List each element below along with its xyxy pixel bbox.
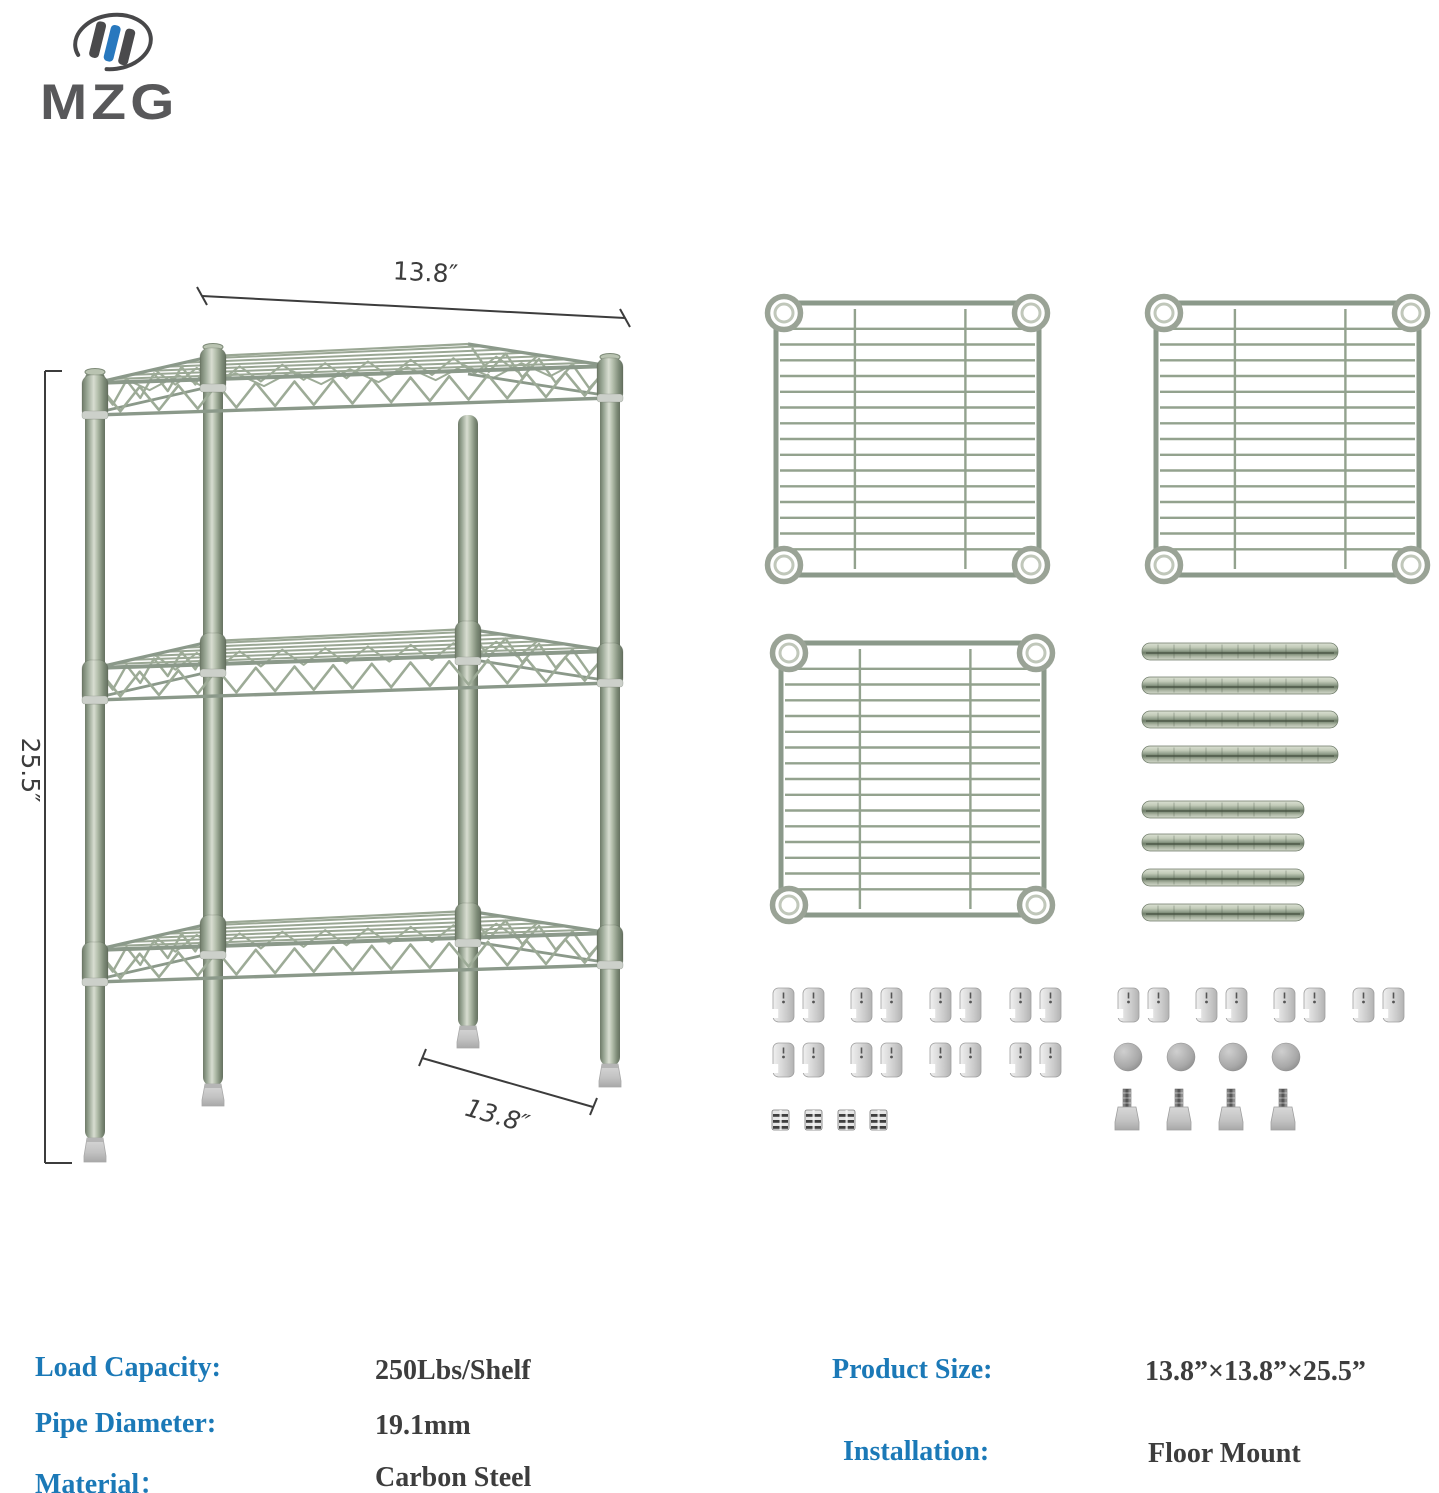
pole-segment <box>1142 834 1304 851</box>
height-dimension-label: 25.5″ <box>16 737 45 803</box>
top-caps <box>1114 1043 1300 1071</box>
spec-label: Installation: <box>843 1436 990 1467</box>
pole-segment <box>1142 801 1304 818</box>
spec-table <box>0 1330 1439 1493</box>
sleeve-clip <box>1195 988 1217 1022</box>
spec-row-product-size <box>832 1354 1366 1387</box>
spec-label: Product Size: <box>832 1354 993 1385</box>
pole-connector <box>772 1110 789 1130</box>
sleeve-clip <box>1117 988 1139 1022</box>
top-cap <box>1272 1043 1300 1071</box>
top-cap <box>1114 1043 1142 1071</box>
spec-label: Material： <box>35 1469 168 1493</box>
sleeve-clip <box>850 1043 872 1077</box>
sleeve-clip <box>772 988 794 1022</box>
sleeve-clip <box>880 988 902 1022</box>
split-sleeve-clips <box>772 988 1404 1077</box>
leveling-foot <box>1167 1089 1191 1130</box>
leveling-foot <box>1115 1089 1139 1130</box>
pole-connector <box>838 1110 855 1130</box>
sleeve-clip <box>880 1043 902 1077</box>
top-cap <box>1167 1043 1195 1071</box>
leveling-feet <box>1115 1089 1295 1130</box>
spec-row-load-capacity <box>35 1352 531 1386</box>
depth-dimension-label: 13.8″ <box>462 1092 533 1139</box>
sleeve-clip <box>1303 988 1325 1022</box>
sleeve-clip <box>1352 988 1374 1022</box>
sleeve-clip <box>802 1043 824 1077</box>
pole-segment <box>1142 746 1338 763</box>
sleeve-clip <box>1039 988 1061 1022</box>
pole-segment <box>1142 677 1338 694</box>
leveling-foot <box>1219 1089 1243 1130</box>
pole-segment <box>1142 904 1304 921</box>
sleeve-clip <box>772 1043 794 1077</box>
sleeve-clip <box>1273 988 1295 1022</box>
depth-dimension-line <box>422 1058 593 1107</box>
dimension-annotations <box>45 287 630 1163</box>
pole-segment <box>1142 869 1304 886</box>
top-cap <box>1219 1043 1247 1071</box>
spec-row-pipe-diameter <box>35 1408 471 1441</box>
sleeve-clip <box>959 1043 981 1077</box>
shelf-unit-illustration <box>82 344 623 1163</box>
sleeve-clip <box>1225 988 1247 1022</box>
sleeve-clip <box>1009 1043 1031 1077</box>
pole-connectors <box>772 1110 887 1130</box>
width-dimension-line <box>202 296 625 318</box>
spec-value: 13.8”×13.8”×25.5” <box>1145 1356 1366 1387</box>
spec-row-installation <box>843 1436 1301 1469</box>
spec-row-material <box>35 1462 532 1493</box>
spec-value: 19.1mm <box>375 1410 471 1441</box>
sleeve-clip <box>929 1043 951 1077</box>
shelf-panel <box>1148 297 1428 582</box>
shelf-panel <box>768 297 1048 582</box>
sleeve-clip <box>1382 988 1404 1022</box>
width-dimension-label: 13.8″ <box>392 256 459 289</box>
leveling-foot <box>1271 1089 1295 1130</box>
brand-name: MZG <box>40 74 179 131</box>
sleeve-clip <box>929 988 951 1022</box>
spec-value: 250Lbs/Shelf <box>375 1355 531 1386</box>
sleeve-clip <box>850 988 872 1022</box>
pole-segment <box>1142 643 1338 660</box>
spec-value: Floor Mount <box>1148 1438 1301 1469</box>
spec-label: Pipe Diameter: <box>35 1408 217 1439</box>
pole-connector <box>870 1110 887 1130</box>
sleeve-clip <box>1147 988 1169 1022</box>
wire-shelf-panels <box>768 297 1428 922</box>
pole-connector <box>805 1110 822 1130</box>
pole-segment <box>1142 711 1338 728</box>
sleeve-clip <box>1009 988 1031 1022</box>
sleeve-clip <box>959 988 981 1022</box>
spec-value: Carbon Steel <box>375 1462 532 1493</box>
sleeve-clip <box>1039 1043 1061 1077</box>
pole-segments <box>1142 643 1338 921</box>
shelf-panel <box>773 637 1053 922</box>
sleeve-clip <box>802 988 824 1022</box>
spec-label: Load Capacity: <box>35 1352 221 1383</box>
